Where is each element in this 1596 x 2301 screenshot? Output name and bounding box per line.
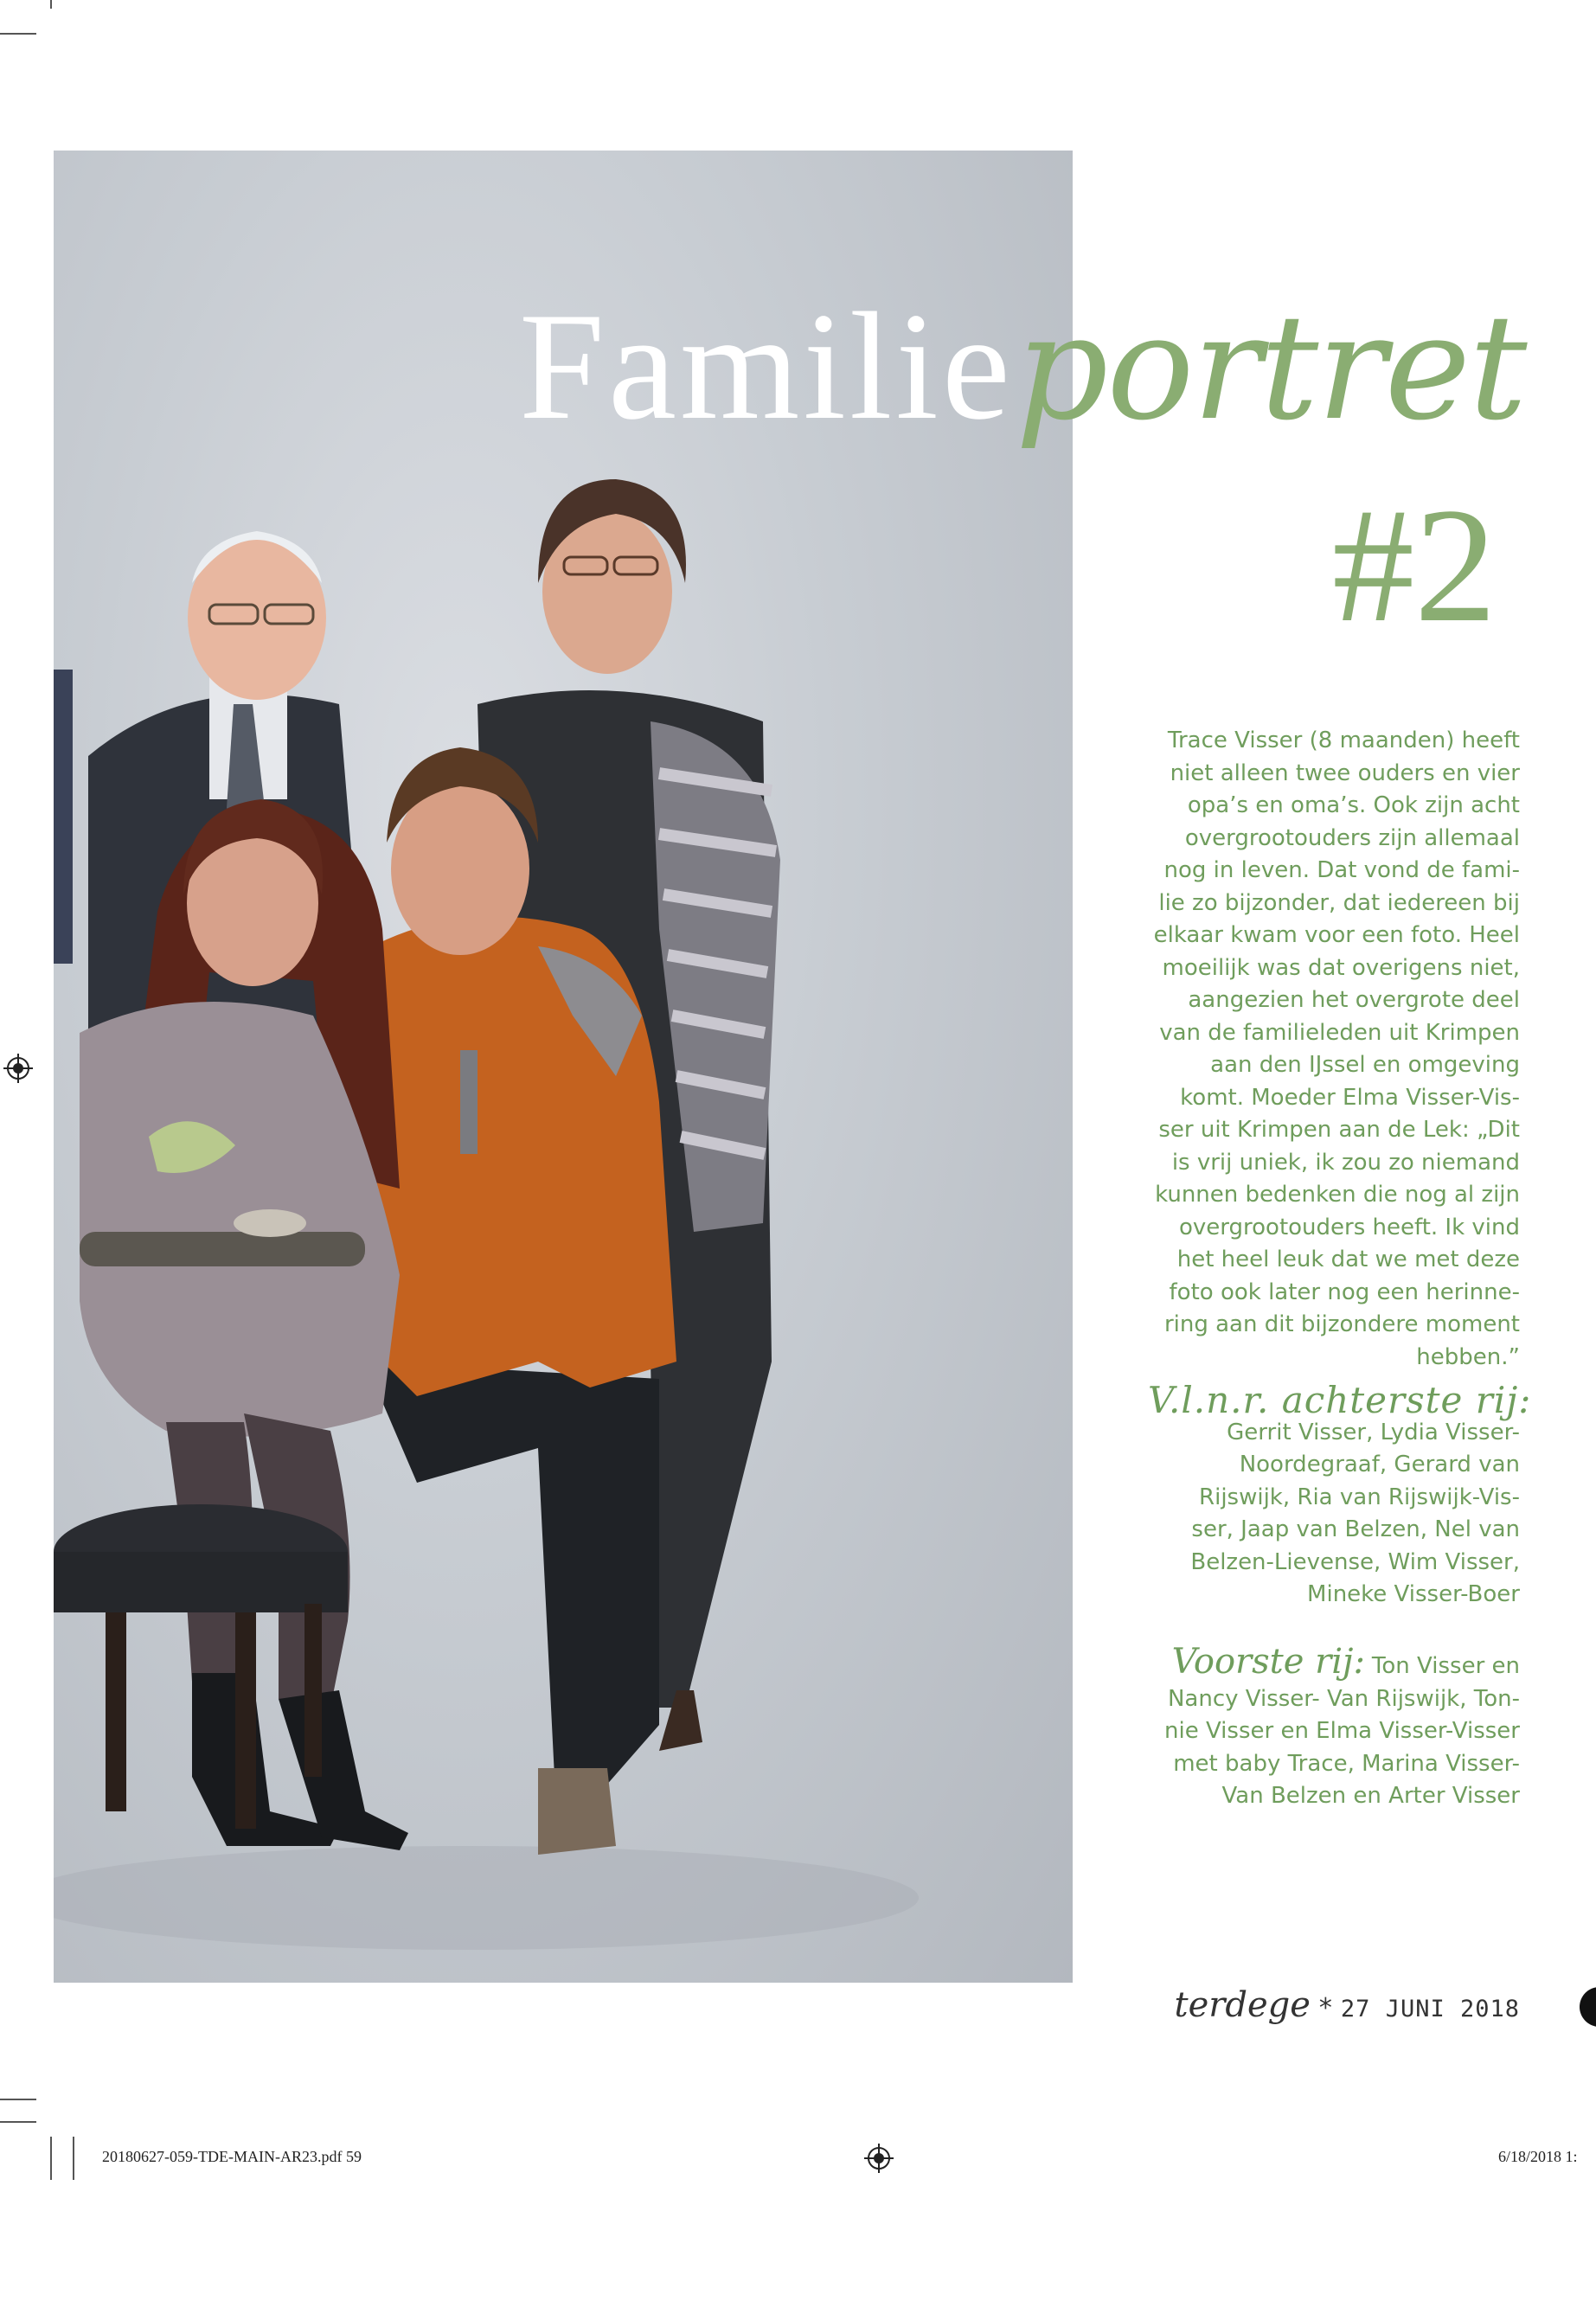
print-slug-right: 6/18/2018 1: bbox=[1498, 2148, 1578, 2165]
intro-line: is vrij uniek, ik zou zo niemand bbox=[1171, 1149, 1520, 1176]
page-title bbox=[519, 277, 1526, 455]
caption-line: Belzen-Lievense, Wim Visser, bbox=[1190, 1548, 1520, 1575]
crop-mark bbox=[73, 2137, 74, 2180]
caption-line: Gerrit Visser, Lydia Visser- bbox=[1227, 1419, 1520, 1445]
crop-mark bbox=[50, 2137, 52, 2180]
intro-line: elkaar kwam voor een foto. Heel bbox=[1153, 922, 1520, 948]
intro-line: overgrootouders heeft. Ik vind bbox=[1178, 1214, 1520, 1240]
caption-line: nie Visser en Elma Visser-Visser bbox=[1164, 1718, 1520, 1744]
intro-line: komt. Moeder Elma Visser-Vis- bbox=[1180, 1084, 1520, 1111]
caption-line: Rijswijk, Ria van Rijswijk-Vis- bbox=[1199, 1484, 1520, 1510]
caption-front-row bbox=[1148, 1642, 1520, 1813]
caption-back-row bbox=[1148, 1379, 1532, 1612]
caption-line: Noordegraaf, Gerard van bbox=[1239, 1452, 1520, 1477]
footer-separator: * bbox=[1318, 1993, 1332, 2023]
page-footer bbox=[1175, 1985, 1521, 2025]
intro-line: Trace Visser (8 maanden) heeft bbox=[1167, 727, 1520, 753]
crop-mark bbox=[0, 2099, 36, 2100]
intro-line: hebben.” bbox=[1416, 1343, 1520, 1370]
caption-line: Mineke Visser-Boer bbox=[1307, 1581, 1520, 1607]
intro-paragraph bbox=[1148, 725, 1520, 1374]
intro-line: ser uit Krimpen aan de Lek: „Dit bbox=[1158, 1117, 1520, 1143]
caption-first-line: Ton Visser en bbox=[1371, 1653, 1520, 1679]
crop-mark bbox=[0, 33, 36, 35]
intro-line: foto ook later nog een herinne- bbox=[1169, 1279, 1520, 1305]
caption-line bbox=[1148, 1642, 1520, 1683]
caption-line: ser, Jaap van Belzen, Nel van bbox=[1191, 1516, 1520, 1542]
intro-line: kunnen bedenken die nog al zijn bbox=[1155, 1182, 1520, 1208]
page-number-tab bbox=[1580, 1987, 1596, 2027]
person-partial-left bbox=[54, 670, 73, 964]
caption-front-row-label: Voorste rij: bbox=[1171, 1642, 1365, 1682]
title-number: #2 bbox=[1332, 475, 1497, 657]
title-script-word: portret bbox=[1015, 283, 1526, 452]
caption-line: Nancy Visser- Van Rijswijk, Ton- bbox=[1167, 1685, 1520, 1712]
crop-mark bbox=[50, 0, 52, 9]
caption-back-row-label: V.l.n.r. achterste rij: bbox=[1148, 1379, 1532, 1421]
caption-line: met baby Trace, Marina Visser- bbox=[1173, 1750, 1520, 1777]
magazine-brand: terdege bbox=[1174, 1985, 1311, 2025]
print-slug-left: 20180627-059-TDE-MAIN-AR23.pdf 59 bbox=[102, 2148, 362, 2165]
intro-line: van de familieleden uit Krimpen bbox=[1159, 1019, 1520, 1046]
intro-line: het heel leuk dat we met deze bbox=[1176, 1247, 1520, 1272]
intro-line: lie zo bijzonder, dat iedereen bij bbox=[1158, 889, 1520, 916]
intro-line: ring aan dit bijzondere moment bbox=[1163, 1311, 1520, 1337]
intro-line: nog in leven. Dat vond de fami- bbox=[1163, 857, 1520, 883]
crop-mark bbox=[0, 2121, 36, 2123]
intro-line: aan den IJssel en omgeving bbox=[1210, 1052, 1520, 1078]
registration-mark-icon bbox=[3, 1054, 33, 1083]
intro-line: opa’s en oma’s. Ook zijn acht bbox=[1187, 792, 1520, 818]
intro-line: overgrootouders zijn allemaal bbox=[1184, 824, 1520, 851]
intro-line: aangezien het overgrote deel bbox=[1188, 987, 1520, 1013]
issue-date: 27 JUNI 2018 bbox=[1340, 1996, 1520, 2022]
intro-line: moeilijk was dat overigens niet, bbox=[1162, 954, 1520, 981]
caption-line: Van Belzen en Arter Visser bbox=[1221, 1783, 1520, 1809]
intro-line: niet alleen twee ouders en vier bbox=[1170, 760, 1520, 786]
registration-mark-icon bbox=[864, 2144, 894, 2173]
title-main-word: Familie bbox=[519, 280, 1014, 452]
